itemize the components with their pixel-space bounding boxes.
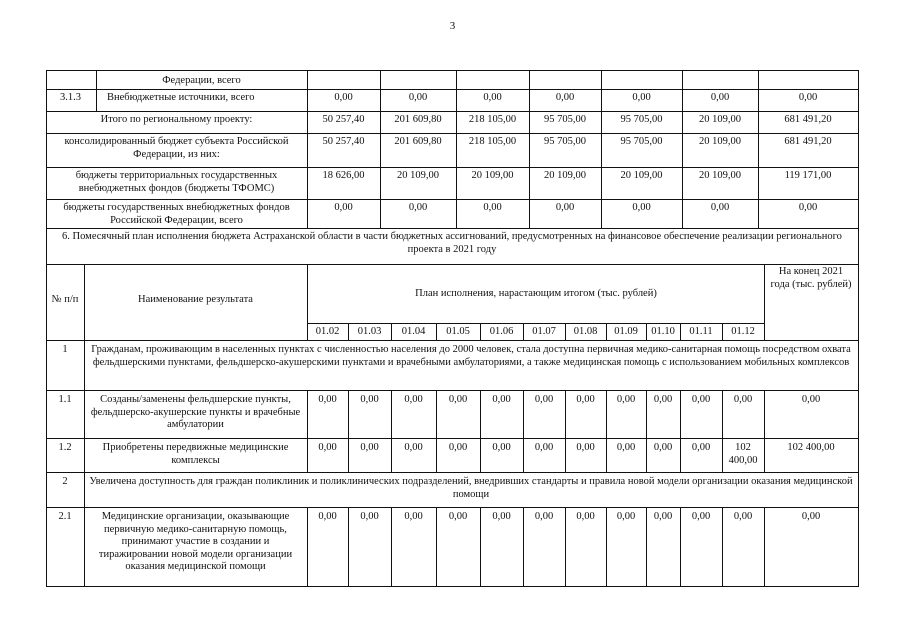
grid-line bbox=[601, 167, 602, 200]
plan-month-value: 0,00 bbox=[733, 511, 753, 522]
budget-value: 20 109,00 bbox=[620, 170, 663, 181]
group-number: 1 bbox=[62, 344, 68, 355]
grid-line bbox=[529, 89, 530, 112]
budget-row-name: консолидированный бюджет субъекта Российской Федерации, из них: bbox=[64, 136, 289, 160]
grid-line bbox=[764, 438, 765, 473]
grid-line bbox=[46, 390, 859, 391]
grid-line bbox=[456, 89, 457, 112]
header-month: 01.12 bbox=[731, 326, 755, 337]
grid-line bbox=[46, 228, 859, 229]
plan-month-value: 0,00 bbox=[404, 511, 423, 522]
budget-value: 201 609,80 bbox=[394, 114, 442, 125]
grid-line bbox=[682, 70, 683, 90]
grid-line bbox=[601, 133, 602, 168]
grid-line bbox=[96, 89, 97, 112]
grid-line bbox=[456, 167, 457, 200]
budget-value: 20 109,00 bbox=[699, 136, 741, 147]
grid-line bbox=[758, 89, 759, 112]
grid-line bbox=[307, 111, 308, 134]
section-6-title: 6. Помесячный план исполнения бюджета Астраханской области в части бюджетных ассигнований, предусмотренных на финансовое обеспечение реализации регионального проекта в 2021 году bbox=[62, 231, 842, 255]
group-number: 2 bbox=[62, 476, 68, 487]
budget-value: 0,00 bbox=[632, 92, 651, 103]
grid-line bbox=[601, 199, 602, 229]
grid-line bbox=[764, 507, 765, 587]
plan-month-value: 0,00 bbox=[534, 442, 554, 453]
grid-line bbox=[758, 70, 759, 90]
grid-line bbox=[84, 340, 85, 391]
grid-line bbox=[46, 70, 47, 90]
plan-month-value: 0,00 bbox=[576, 511, 595, 522]
budget-value: 18 626,00 bbox=[322, 170, 365, 181]
grid-line bbox=[46, 586, 859, 587]
budget-value: 0,00 bbox=[334, 202, 353, 213]
grid-line bbox=[46, 70, 859, 71]
plan-month-value: 0,00 bbox=[492, 442, 511, 453]
header-month: 01.02 bbox=[315, 326, 340, 337]
grid-line bbox=[380, 89, 381, 112]
grid-line bbox=[758, 111, 759, 134]
plan-year-end-value: 102 400,00 bbox=[787, 442, 835, 453]
budget-value: 95 705,00 bbox=[544, 136, 586, 147]
grid-line bbox=[858, 111, 859, 134]
grid-line bbox=[858, 228, 859, 265]
grid-line bbox=[307, 323, 765, 324]
grid-line bbox=[46, 111, 859, 112]
header-month: 01.04 bbox=[401, 326, 426, 337]
grid-line bbox=[380, 111, 381, 134]
budget-value: 20 109,00 bbox=[544, 170, 586, 181]
grid-line bbox=[46, 89, 859, 90]
budget-row-name: бюджеты территориальных государственных внебюджетных фондов (бюджеты ТФОМС) bbox=[75, 170, 278, 194]
header-month: 01.03 bbox=[357, 326, 382, 337]
grid-line bbox=[758, 167, 759, 200]
plan-month-value: 0,00 bbox=[318, 394, 337, 405]
budget-value: 0,00 bbox=[710, 202, 730, 213]
grid-line bbox=[601, 89, 602, 112]
budget-value: 218 105,00 bbox=[468, 136, 517, 147]
grid-line bbox=[380, 133, 381, 168]
grid-line bbox=[858, 507, 859, 587]
grid-line bbox=[46, 199, 47, 229]
budget-row-number: 3.1.3 bbox=[60, 92, 81, 103]
plan-month-value: 0,00 bbox=[616, 511, 636, 522]
grid-line bbox=[682, 89, 683, 112]
grid-line bbox=[46, 340, 47, 391]
grid-line bbox=[858, 472, 859, 508]
plan-month-value: 0,00 bbox=[318, 442, 337, 453]
plan-month-value: 0,00 bbox=[448, 442, 468, 453]
budget-value: 0,00 bbox=[555, 202, 575, 213]
plan-month-value: 0,00 bbox=[404, 394, 423, 405]
grid-line bbox=[758, 133, 759, 168]
grid-line bbox=[858, 390, 859, 439]
plan-row-number: 1.2 bbox=[58, 442, 72, 453]
plan-month-value: 0,00 bbox=[448, 511, 468, 522]
budget-value: 0,00 bbox=[555, 92, 575, 103]
budget-value: 0,00 bbox=[710, 92, 730, 103]
plan-month-value: 0,00 bbox=[492, 511, 511, 522]
budget-value: 119 171,00 bbox=[784, 170, 832, 181]
grid-line bbox=[46, 167, 47, 200]
plan-month-value: 0,00 bbox=[360, 511, 379, 522]
plan-year-end-value: 0,00 bbox=[801, 394, 821, 405]
plan-month-value: 0,00 bbox=[534, 511, 554, 522]
plan-month-value: 0,00 bbox=[576, 394, 595, 405]
budget-row-name: Федерации, всего bbox=[162, 75, 241, 86]
grid-line bbox=[46, 340, 859, 341]
budget-value: 681 491,20 bbox=[784, 136, 832, 147]
grid-line bbox=[858, 340, 859, 391]
grid-line bbox=[46, 264, 859, 265]
grid-line bbox=[764, 323, 765, 341]
budget-row-name: Внебюджетные источники, всего bbox=[107, 92, 255, 103]
grid-line bbox=[380, 199, 381, 229]
grid-line bbox=[529, 199, 530, 229]
budget-value: 20 109,00 bbox=[471, 170, 514, 181]
plan-month-value: 0,00 bbox=[653, 394, 673, 405]
grid-line bbox=[307, 133, 308, 168]
grid-line bbox=[456, 199, 457, 229]
plan-month-value: 0,00 bbox=[404, 442, 423, 453]
grid-line bbox=[529, 167, 530, 200]
grid-line bbox=[456, 70, 457, 90]
grid-line bbox=[858, 438, 859, 473]
grid-line bbox=[456, 133, 457, 168]
plan-year-end-value: 0,00 bbox=[801, 511, 821, 522]
plan-month-value: 0,00 bbox=[691, 394, 711, 405]
plan-row-number: 1.1 bbox=[58, 394, 72, 405]
grid-line bbox=[46, 472, 47, 508]
budget-value: 0,00 bbox=[334, 92, 353, 103]
grid-line bbox=[46, 228, 47, 265]
plan-month-value: 0,00 bbox=[733, 394, 753, 405]
grid-line bbox=[46, 507, 47, 587]
budget-value: 218 105,00 bbox=[468, 114, 517, 125]
grid-line bbox=[46, 89, 47, 112]
grid-line bbox=[307, 89, 308, 112]
budget-value: 95 705,00 bbox=[620, 136, 663, 147]
grid-line bbox=[84, 390, 85, 439]
plan-month-value: 0,00 bbox=[492, 394, 511, 405]
group-description: Гражданам, проживающим в населенных пунктах с численностью населения до 2000 человек, стала доступна первичная медико-санитарная помощь посредством охвата фельдшерскими пунктами, фельдшерско-акушерскими пунктами и врачебными амбулаториями, а также медицинская помощь с использованием мобильных комплексов bbox=[91, 344, 851, 368]
plan-month-value: 0,00 bbox=[616, 442, 636, 453]
plan-month-value: 0,00 bbox=[653, 511, 673, 522]
plan-month-value: 0,00 bbox=[653, 442, 673, 453]
grid-line bbox=[682, 199, 683, 229]
plan-row-name: Созданы/заменены фельдшерские пункты, фельдшерско-акушерские пункты и врачебные амбулатории bbox=[90, 394, 301, 430]
plan-row-number: 2.1 bbox=[58, 511, 72, 522]
grid-line bbox=[380, 167, 381, 200]
grid-line bbox=[46, 438, 859, 439]
grid-line bbox=[858, 264, 859, 341]
grid-line bbox=[601, 111, 602, 134]
grid-line bbox=[858, 199, 859, 229]
plan-month-value: 0,00 bbox=[691, 442, 711, 453]
grid-line bbox=[758, 199, 759, 229]
plan-row-name: Медицинские организации, оказывающие первичную медико-санитарную помощь, принимают участие в создании и тиражировании новой модели организации оказания медицинской помощи bbox=[98, 511, 293, 572]
budget-value: 20 109,00 bbox=[397, 170, 439, 181]
group-description: Увеличена доступность для граждан поликлиник и поликлинических подразделений, внедривших стандарты и правила новой модели организации оказания медицинской помощи bbox=[89, 476, 853, 500]
header-month: 01.09 bbox=[614, 326, 638, 337]
grid-line bbox=[307, 167, 308, 200]
header-month: 01.10 bbox=[651, 326, 675, 337]
plan-month-value: 0,00 bbox=[360, 394, 379, 405]
budget-value: 0,00 bbox=[483, 92, 502, 103]
grid-line bbox=[84, 507, 85, 587]
grid-line bbox=[764, 390, 765, 439]
grid-line bbox=[46, 472, 859, 473]
plan-month-value: 102 400,00 bbox=[728, 442, 758, 466]
grid-line bbox=[529, 133, 530, 168]
plan-month-value: 0,00 bbox=[616, 394, 636, 405]
grid-line bbox=[307, 70, 308, 90]
grid-line bbox=[46, 167, 859, 168]
budget-value: 50 257,40 bbox=[322, 136, 365, 147]
grid-line bbox=[529, 70, 530, 90]
grid-line bbox=[858, 133, 859, 168]
grid-line bbox=[46, 390, 47, 439]
grid-line bbox=[456, 111, 457, 134]
budget-value: 95 705,00 bbox=[620, 114, 663, 125]
grid-line bbox=[601, 70, 602, 90]
grid-line bbox=[529, 111, 530, 134]
page-number: 3 bbox=[449, 20, 456, 32]
plan-month-value: 0,00 bbox=[360, 442, 379, 453]
plan-month-value: 0,00 bbox=[534, 394, 554, 405]
budget-value: 201 609,80 bbox=[394, 136, 442, 147]
grid-line bbox=[682, 167, 683, 200]
budget-value: 0,00 bbox=[408, 202, 428, 213]
budget-row-name: бюджеты государственных внебюджетных фондов Российской Федерации, всего bbox=[63, 202, 290, 226]
budget-value: 95 705,00 bbox=[544, 114, 586, 125]
grid-line bbox=[46, 133, 47, 168]
header-month: 01.06 bbox=[489, 326, 514, 337]
plan-month-value: 0,00 bbox=[691, 511, 711, 522]
grid-line bbox=[380, 70, 381, 90]
grid-line bbox=[84, 438, 85, 473]
header-year-end: На конец 2021 года (тыс. рублей) bbox=[770, 266, 852, 290]
budget-value: 681 491,20 bbox=[784, 114, 832, 125]
budget-value: 20 109,00 bbox=[699, 170, 741, 181]
header-number: № п/п bbox=[51, 294, 79, 305]
grid-line bbox=[46, 111, 47, 134]
budget-value: 0,00 bbox=[408, 92, 428, 103]
header-month: 01.08 bbox=[573, 326, 598, 337]
header-plan: План исполнения, нарастающим итогом (тыс. рублей) bbox=[415, 288, 657, 299]
grid-line bbox=[682, 111, 683, 134]
grid-line bbox=[858, 167, 859, 200]
budget-value: 0,00 bbox=[798, 202, 818, 213]
grid-line bbox=[46, 438, 47, 473]
grid-line bbox=[46, 264, 47, 341]
header-month: 01.11 bbox=[689, 326, 713, 337]
budget-value: 20 109,00 bbox=[699, 114, 741, 125]
grid-line bbox=[46, 507, 859, 508]
budget-value: 0,00 bbox=[798, 92, 818, 103]
grid-line bbox=[46, 133, 859, 134]
header-result-name: Наименование результата bbox=[138, 294, 253, 305]
grid-line bbox=[682, 133, 683, 168]
grid-line bbox=[84, 264, 85, 341]
grid-line bbox=[858, 70, 859, 90]
grid-line bbox=[46, 199, 859, 200]
grid-line bbox=[307, 199, 308, 229]
budget-value: 0,00 bbox=[483, 202, 502, 213]
plan-month-value: 0,00 bbox=[576, 442, 595, 453]
budget-row-name: Итого по региональному проекту: bbox=[100, 114, 253, 125]
grid-line bbox=[84, 472, 85, 508]
budget-value: 50 257,40 bbox=[322, 114, 365, 125]
header-month: 01.07 bbox=[532, 326, 556, 337]
plan-month-value: 0,00 bbox=[448, 394, 468, 405]
header-month: 01.05 bbox=[446, 326, 470, 337]
grid-line bbox=[858, 89, 859, 112]
grid-line bbox=[96, 70, 97, 90]
budget-value: 0,00 bbox=[632, 202, 651, 213]
plan-row-name: Приобретены передвижные медицинские комплексы bbox=[102, 442, 289, 466]
budget-document-table bbox=[46, 70, 858, 588]
plan-month-value: 0,00 bbox=[318, 511, 337, 522]
